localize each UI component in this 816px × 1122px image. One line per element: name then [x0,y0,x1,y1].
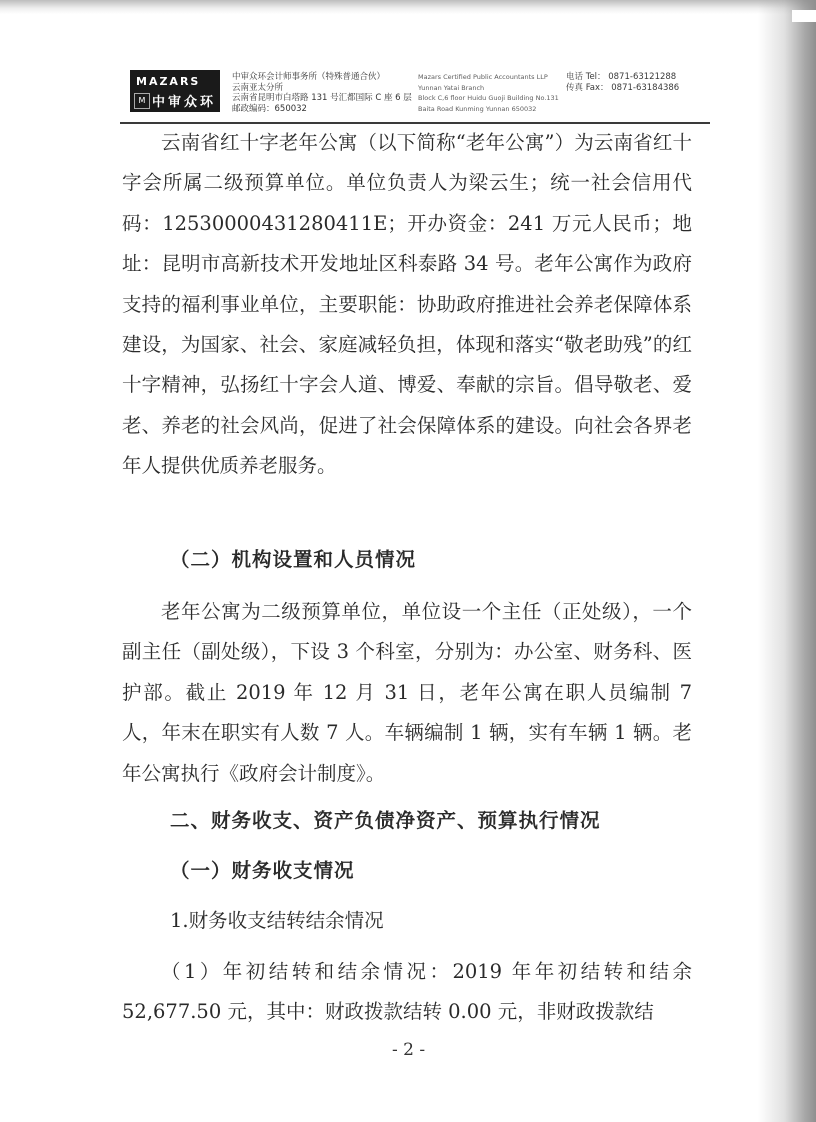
heading-org-setup: （二）机构设置和人员情况 [170,548,417,571]
page-number: - 2 - [392,1040,426,1060]
logo-text-cn: 中审众环 [152,95,217,110]
logo-text-en: MAZARS [136,75,201,88]
address-en-line2: Baita Road Kunming Yunnan 650032 [418,104,537,113]
logo-mark-icon: M [134,93,150,109]
branch-name-cn: 云南亚太分所 [232,82,284,93]
letterhead [120,70,710,120]
firm-name-cn: 中审众环会计师事务所（特殊普通合伙） [232,72,386,82]
letterhead-cn-block [232,72,412,114]
item-carryover-title: 1.财务收支结转结余情况 [170,909,384,932]
heading-financial-income: （一）财务收支情况 [170,859,355,882]
paragraph-intro: 云南省红十字老年公寓（以下简称“老年公寓”）为云南省红十字会所属二级预算单位。单位负责人为梁云生；统一社会信用代码：12530000431280411E；开办资金：241 万元人民币；地址：昆明市高新技术开发地址区科泰路 34 号。老年公寓作为政府支持的福利事业单位，主要职能：协助政府推进社会养老保障体系建设，为国家、社会、家庭减轻负担，体现和落实“敬老助残”的红十字精神，弘扬红十字会人道、博爱、奉献的宗旨。倡导敬老、爱老、养老的社会风尚，促进了社会保障体系的建设。向社会各界老年人提供优质养老服务。 [122,131,692,478]
address-cn: 云南省昆明市白塔路 131 号汇都国际 C 座 6 层 [232,93,412,103]
mazars-logo [130,70,220,112]
branch-name-en: Yunnan Yatai Branch [418,83,485,92]
heading-section-2: 二、财务收支、资产负债净资产、预算执行情况 [170,809,601,832]
letterhead-contact [566,72,679,93]
postcode: 邮政编码：650032 [232,103,307,114]
paragraph-carryover: （1）年初结转和结余情况：2019 年年初结转和结余 52,677.50 元，其中：财政拨款结转 0.00 元，非财政拨款结 [122,960,692,1024]
fax: 传真 Fax： 0871-63184386 [566,82,680,93]
paragraph-org-setup: 老年公寓为二级预算单位，单位设一个主任（正处级），一个副主任（副处级），下设 3 个科室，分别为：办公室、财务科、医护部。截止 2019 年 12 月 31 日，老年公寓在职人员编制 7 人，年末在职实有人数 7 人。车辆编制 1 辆，实有车辆 1 辆。老年公寓执行《政府会计制度》。 [122,600,692,785]
firm-name-en: Mazars Certified Public Accountants LLP [418,73,548,81]
scan-notch [792,10,816,22]
letterhead-en-block [418,72,559,114]
telephone: 电话 Tel： 0871-63121288 [566,72,677,82]
scan-shadow-right [758,0,816,1122]
address-en-line1: Block C,6 floor Huidu Guoji Building No.131 [418,94,559,102]
